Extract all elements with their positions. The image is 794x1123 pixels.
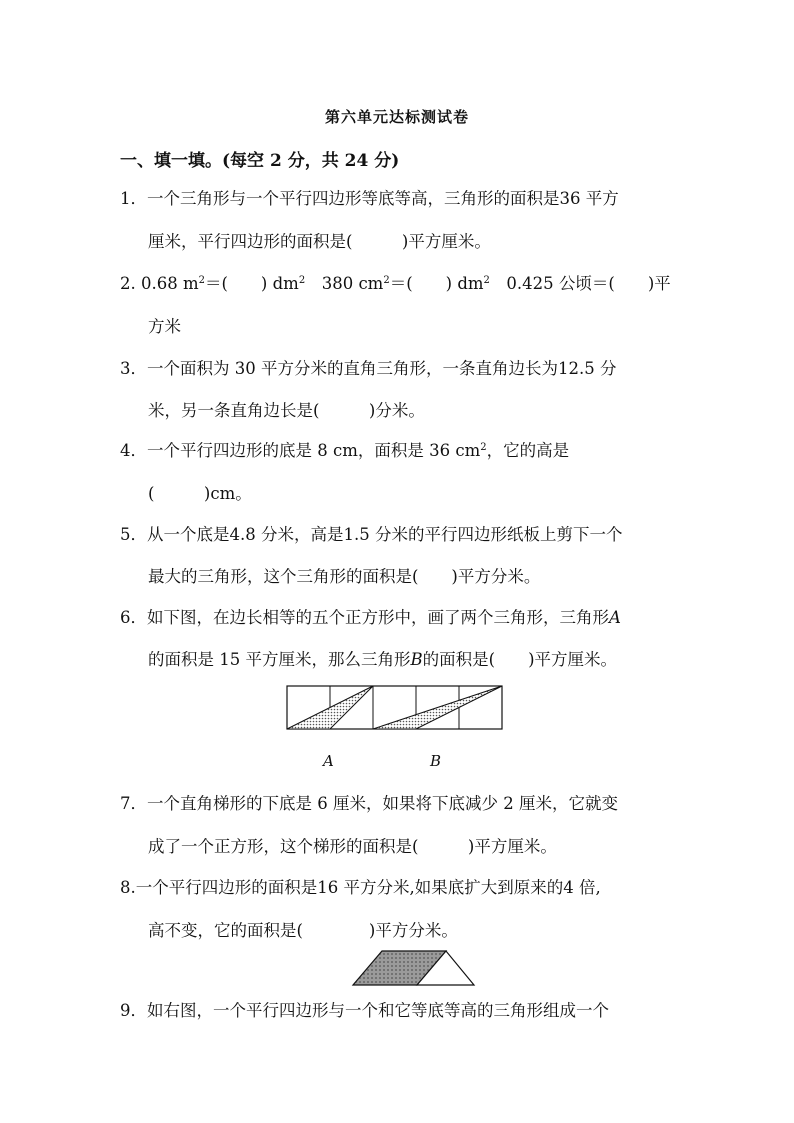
- q6-text-2a: 的面积是 15 平方厘米，那么三角形: [148, 650, 411, 669]
- question-2-line-2: 方米: [148, 317, 181, 336]
- five-squares-figure: [285, 684, 507, 734]
- q2-part-c: 380 cm: [305, 274, 384, 293]
- q2-part-a: 2. 0.68 m: [120, 274, 199, 293]
- triangle-b: [373, 686, 502, 729]
- question-7-line-1: 7．一个直角梯形的下底是 6 厘米，如果将下底减少 2 厘米，它就变: [120, 794, 618, 813]
- question-1-line-2: 厘米，平行四边形的面积是( )平方厘米。: [148, 232, 491, 251]
- page-title: 第六单元达标测试卷: [324, 108, 469, 126]
- parallelogram-triangle-figure: [350, 948, 478, 988]
- question-5-line-1: 5．从一个底是4.8 分米，高是1.5 分米的平行四边形纸板上剪下一个: [120, 525, 623, 544]
- section-heading: 一、填一填。(每空 2 分，共 24 分): [120, 151, 400, 171]
- q2-part-e: 0.425 公顷＝( )平: [489, 274, 671, 293]
- question-2-line-1: 2. 0.68 $m^2=$( ) $dm^2$ 380 $cm^2=$( ) $dm^2$ 0.425 公顷＝( )平: [120, 274, 671, 293]
- q2-part-d: ＝( ) dm: [389, 274, 484, 293]
- question-8-line-1: 8.一个平行四边形的面积是16 平方分米,如果底扩大到原来的4 倍,: [120, 878, 601, 897]
- question-8-line-2: 高不变，它的面积是( )平方分米。: [148, 921, 458, 940]
- question-9-line-1: 9．如右图，一个平行四边形与一个和它等底等高的三角形组成一个: [120, 1001, 609, 1020]
- q2-part-b: ＝( ) dm: [205, 274, 299, 293]
- q4-text-b: ，它的高是: [486, 441, 570, 460]
- question-6-line-2: [148, 649, 708, 671]
- question-4-line-1: 4．一个平行四边形的底是 8 cm，面积是 36 $cm^2$，它的高是: [120, 441, 570, 460]
- q4-text-a: 4．一个平行四边形的底是 8 cm，面积是 36 cm: [120, 441, 481, 460]
- q6-text-2b: 的面积是( )平方厘米。: [422, 650, 618, 669]
- question-5-line-2: 最大的三角形，这个三角形的面积是( )平方分米。: [148, 567, 541, 586]
- q6-var-a: A: [609, 608, 621, 627]
- question-1-line-1: 1．一个三角形与一个平行四边形等底等高，三角形的面积是36 平方: [120, 189, 619, 208]
- question-3-line-2: 米，另一条直角边长是( )分米。: [148, 401, 425, 420]
- question-4-line-2: ( )cm。: [148, 484, 252, 503]
- question-6-line-1: [120, 607, 680, 629]
- triangle-a-label: A: [323, 752, 334, 770]
- question-7-line-2: 成了一个正方形，这个梯形的面积是( )平方厘米。: [148, 837, 557, 856]
- q6-text: 6．如下图，在边长相等的五个正方形中，画了两个三角形，三角形: [120, 608, 609, 627]
- q6-var-b: B: [410, 650, 423, 669]
- triangle-b-label: B: [430, 752, 442, 770]
- question-3-line-1: 3．一个面积为 30 平方分米的直角三角形，一条直角边长为12.5 分: [120, 359, 617, 378]
